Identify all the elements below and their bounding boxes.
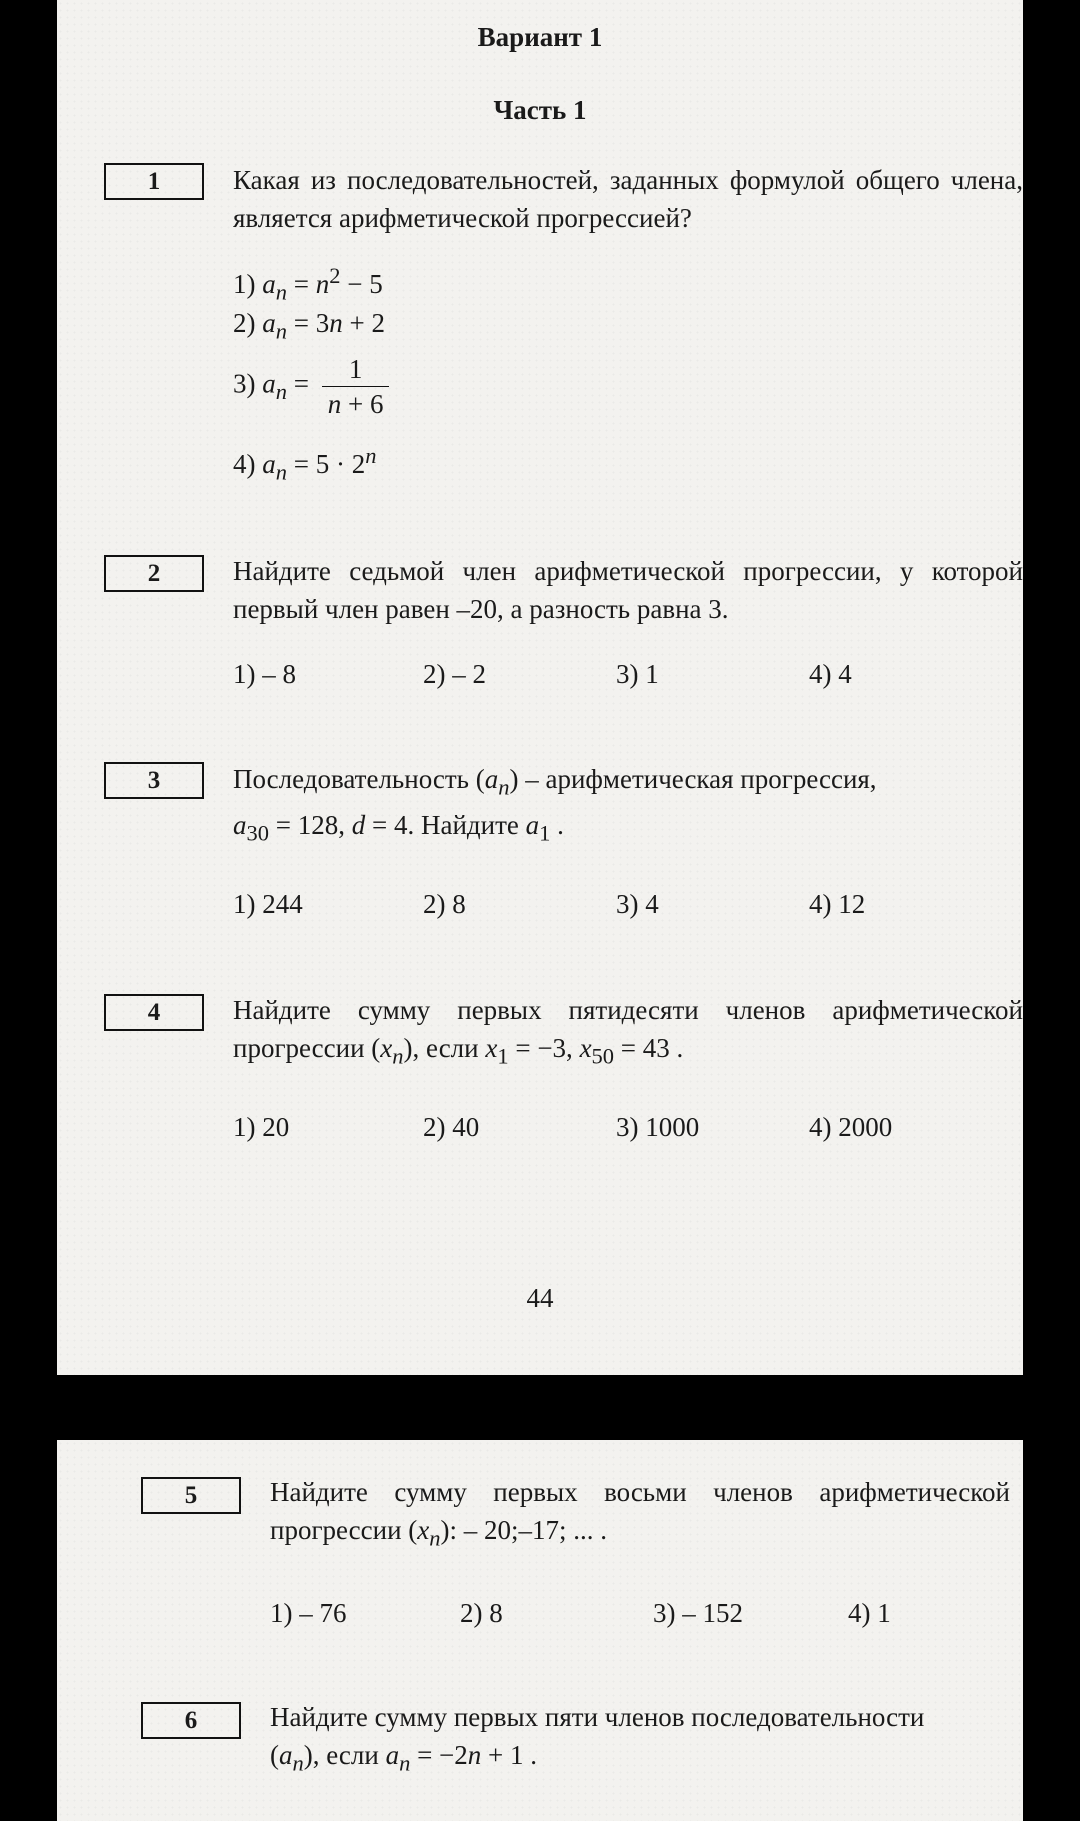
task3-option-1: 1) 244 [233, 889, 303, 919]
task3-options [233, 889, 1023, 929]
task-text-4: Найдите сумму первых пятидесяти членов арифметической прогрессии $(x_n)$, если $x_1 = -3$, $x_{50} = 43$ . [233, 995, 1023, 1069]
page-sheet-2 [57, 1440, 1023, 1821]
task3-option-2: 2) 8 [423, 889, 466, 919]
task5-option-2: 2) 8 [460, 1598, 503, 1628]
task2-option-3: 3) 1 [616, 659, 659, 689]
task5-options [270, 1598, 1010, 1638]
variant-title: Вариант 1 [477, 22, 603, 52]
task1-option-2: 2) $a_n = 3n + 2$ [233, 308, 385, 344]
page-number: 44 [526, 1283, 554, 1313]
task4-option-2: 2) 40 [423, 1112, 480, 1142]
task1-option-4: 4) $a_n = 5 \cdot 2^n$ [233, 443, 377, 485]
task5-option-1: 1) – 76 [270, 1598, 347, 1628]
task4-options [233, 1112, 1023, 1152]
task-text-2: Найдите седьмой член арифметической прогрессии, у которой первый член равен –20, а разность равна 3. [233, 556, 1023, 624]
task1-option-3: 3) $a_n$ = $\frac{1}{n + 6}$ [233, 352, 389, 421]
task4-option-1: 1) 20 [233, 1112, 290, 1142]
task-number-6: 6 [141, 1702, 241, 1739]
task2-option-1: 1) – 8 [233, 659, 296, 689]
task2-option-4: 4) 4 [809, 659, 852, 689]
task-text-3: Последовательность $(a_n)$ – арифметическая прогрессия, $a_{30} = 128$, d = 4. Найдите $a_1$ . [233, 764, 877, 846]
task4-option-4: 4) 2000 [809, 1112, 893, 1142]
task-number-1: 1 [104, 163, 204, 200]
task5-option-4: 4) 1 [848, 1598, 891, 1628]
task2-options [233, 659, 1023, 699]
task-text-6: Найдите сумму первых пяти членов последовательности $(a_n)$, если $a_n = -2n + 1$ . [270, 1702, 925, 1776]
task-text-5: Найдите сумму первых восьми членов арифметической прогрессии $(x_n)$: – 20;–17; ... . [270, 1477, 1010, 1551]
fraction: $\frac{1}{n + 6}$ [322, 352, 390, 421]
task-number-4: 4 [104, 994, 204, 1031]
task-text-1: Какая из последовательностей, заданных формулой общего члена, является арифметической прогрессией? [233, 165, 1023, 233]
task3-option-3: 3) 4 [616, 889, 659, 919]
task5-option-3: 3) – 152 [653, 1598, 743, 1628]
task-number-3: 3 [104, 762, 204, 799]
task4-option-3: 3) 1000 [616, 1112, 700, 1142]
task3-option-4: 4) 12 [809, 889, 866, 919]
task2-option-2: 2) – 2 [423, 659, 486, 689]
task-number-5: 5 [141, 1477, 241, 1514]
part-title: Часть 1 [493, 95, 587, 125]
task-number-2: 2 [104, 555, 204, 592]
task1-option-1: 1) $a_n = n^2 - 5$ [233, 263, 383, 305]
page-sheet-1 [57, 0, 1023, 1375]
